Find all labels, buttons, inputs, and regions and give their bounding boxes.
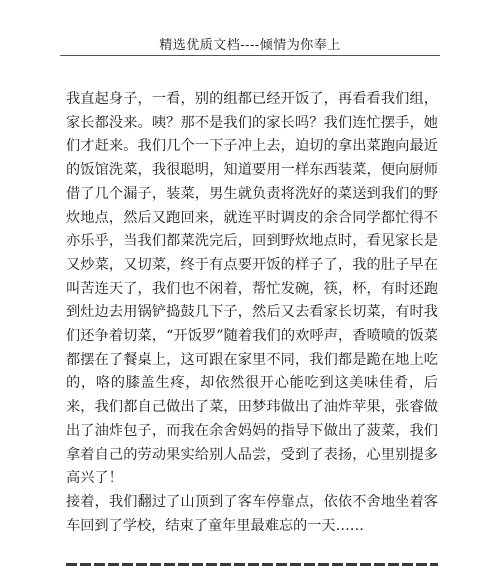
header-divider xyxy=(60,55,440,56)
page-header: 精选优质文档----倾情为你奉上 xyxy=(159,38,341,53)
cut-off-text-line xyxy=(66,561,438,566)
body-paragraph-1: 我直起身子，一看，别的组都已经开饭了，再看看我们组，家长都没来。咦？那不是我们的家长吗？我们连忙摆手，她们才赶来。我们几个一下子冲上去，迫切的拿出菜跑向最近的饭馆洗菜，我很聪明，知道要用一样东西装菜，便向厨师借了几个漏子，装菜，男生就负责将洗好的菜送到我们的野炊地点，然后又跑回来，就连平时调皮的余合同学都忙得不亦乐乎，当我们都菜洗完后，回到野炊地点时，看见家长是又炒菜，又切菜，终于有点要开饭的样子了，我的肚子早在叫苦连天了，我们也不闲着，帮忙发碗，筷，杯，有时还跑到灶边去用锅铲捣鼓几下子，然后又去看家长切菜，有时我们还争着切菜，“开饭罗”随着我们的欢呼声，香喷喷的饭菜都摆在了餐桌上，这可跟在家里不同，我们都是跪在地上吃的，咯的膝盖生疼，却依然很开心能吃到这美味佳肴，后来，我们都自己做出了菜，田梦玮做出了油炸苹果，张睿做出了油炸包子，而我在余舍妈妈的指导下做出了菠菜，我们拿着自己的劳动果实给别人品尝，受到了表扬，心里别提多高兴了！ xyxy=(66,91,438,487)
body-paragraph-2: 接着，我们翻过了山顶到了客车停靠点，依依不舍地坐着客车回到了学校，结束了童年里最难忘的一天…… xyxy=(66,493,438,534)
document-body xyxy=(66,88,438,538)
